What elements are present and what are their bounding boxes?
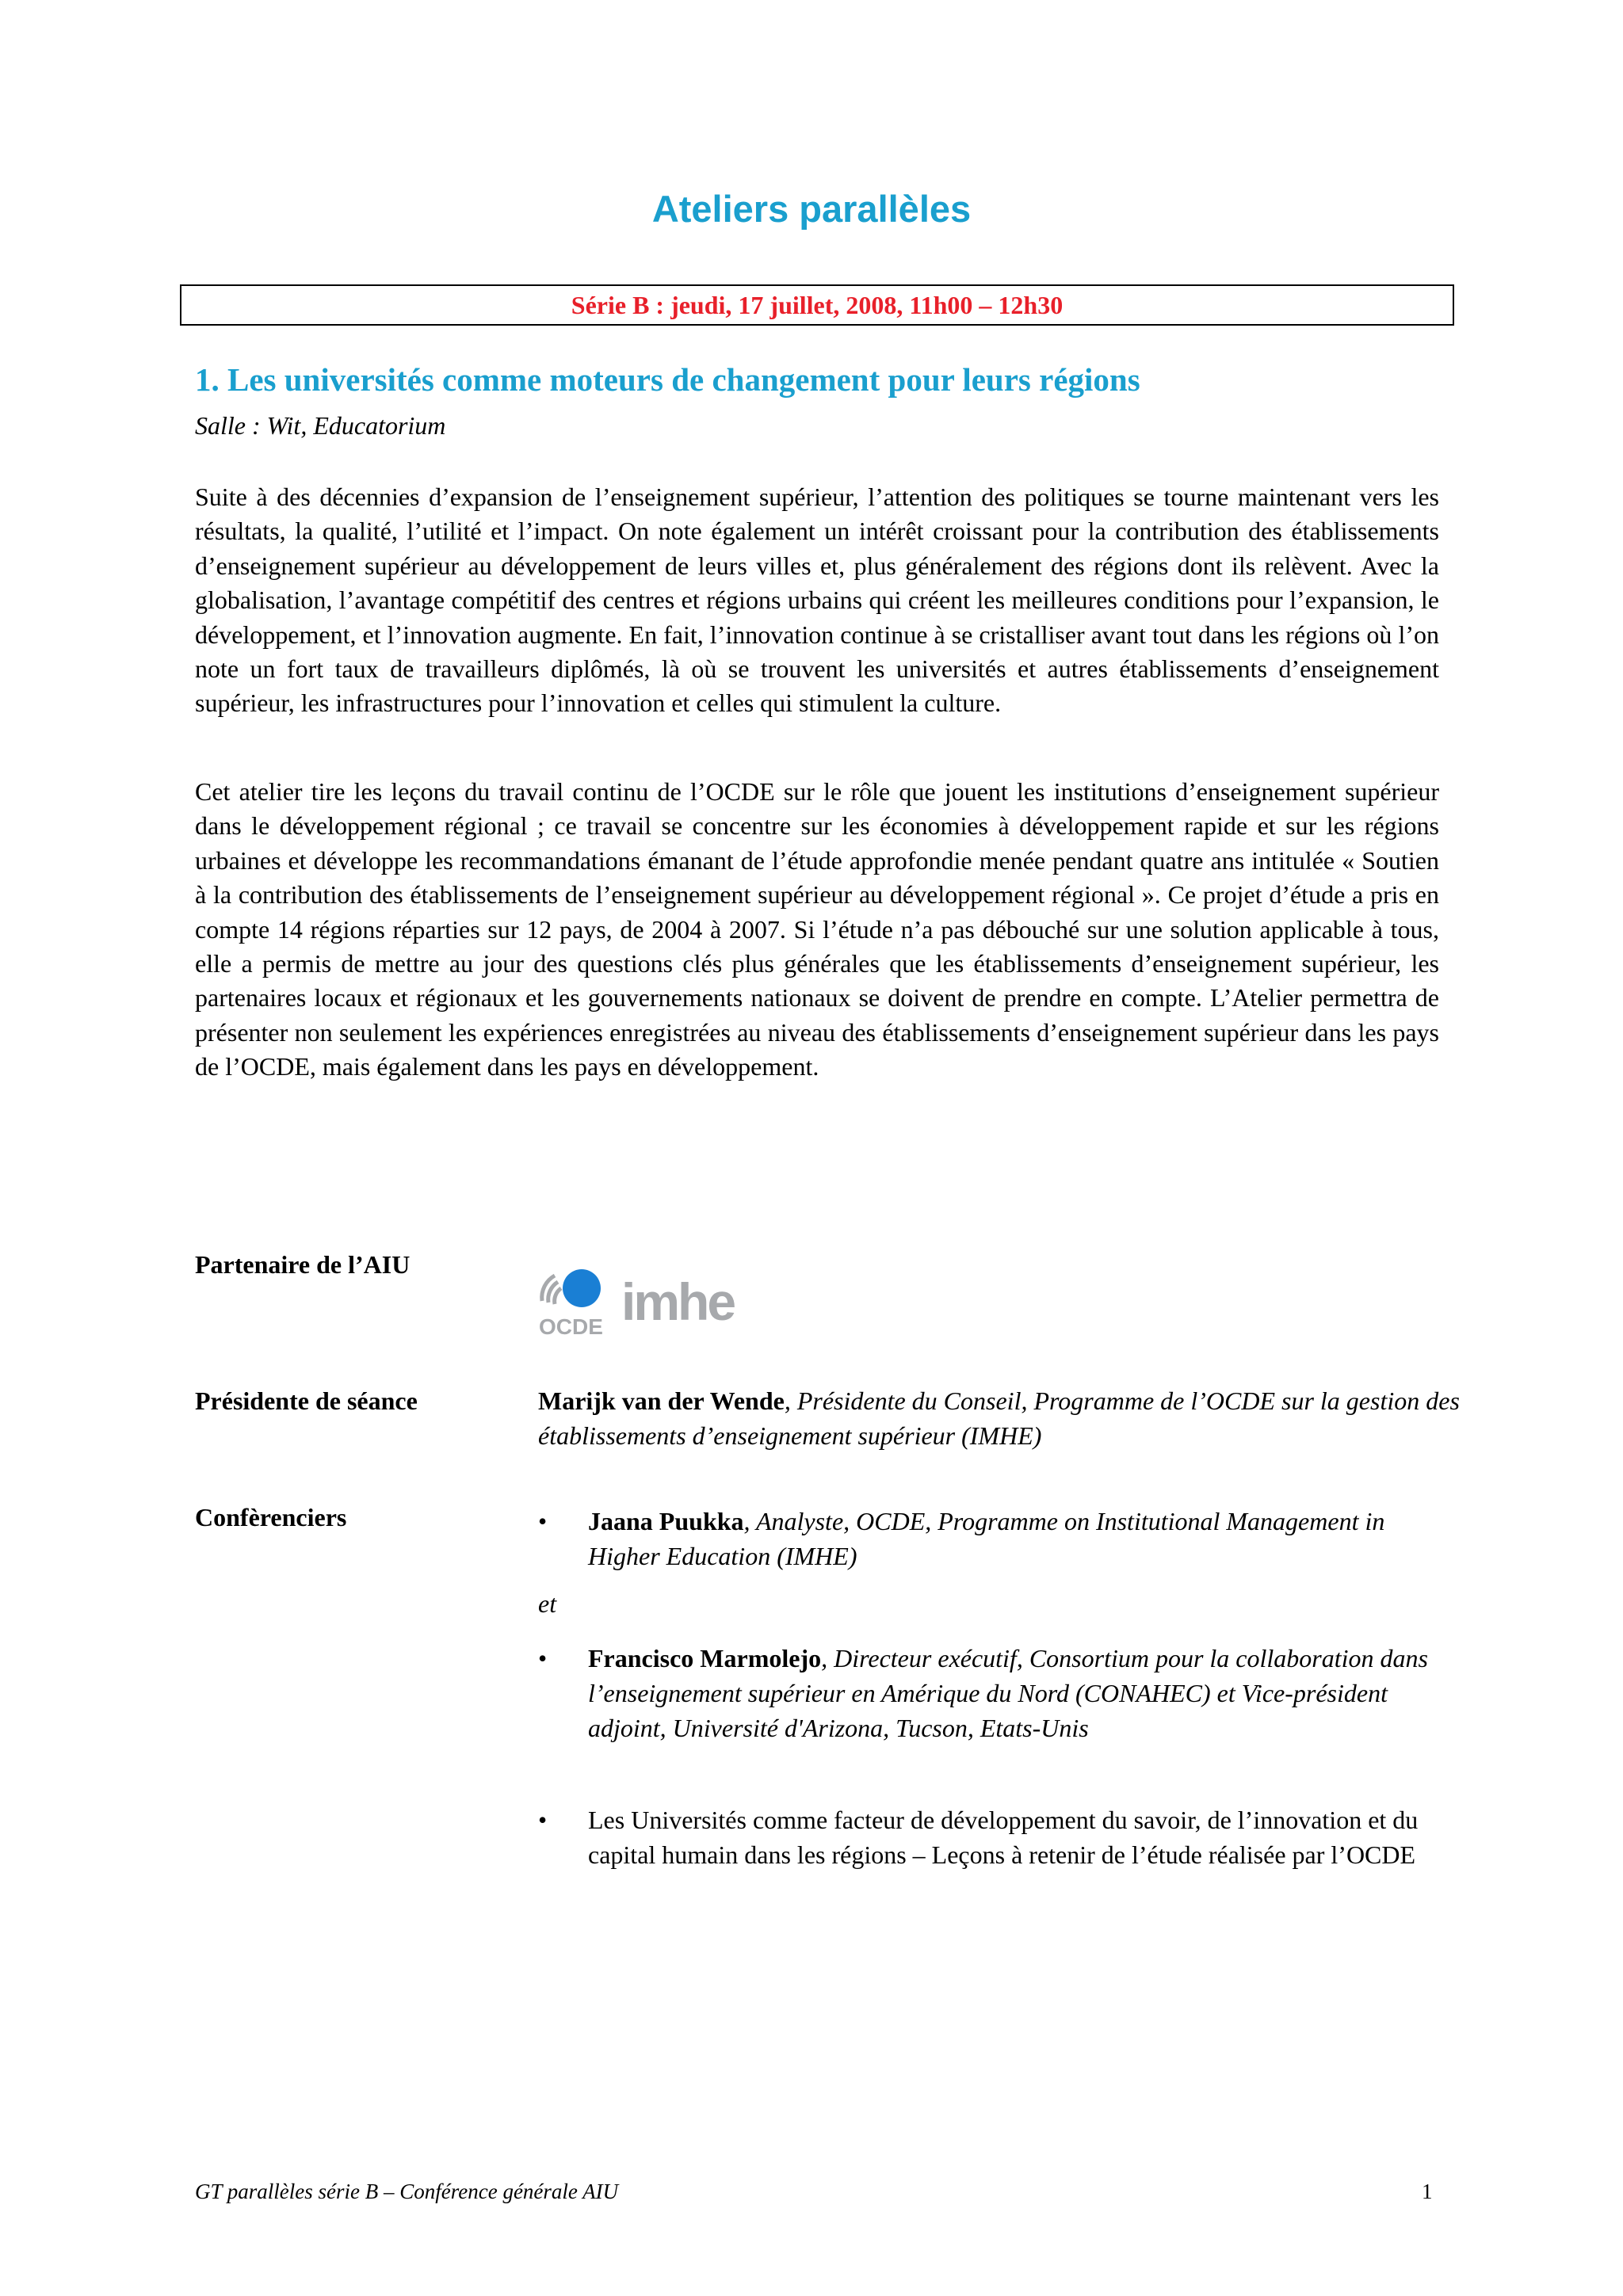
partner-label: Partenaire de l’AIU bbox=[195, 1250, 411, 1279]
workshop-title: 1. Les universités comme moteurs de changement pour leurs régions bbox=[195, 361, 1140, 398]
bullet-icon: • bbox=[538, 1507, 548, 1535]
page-number: 1 bbox=[1422, 2180, 1433, 2203]
paragraph-atelier: Cet atelier tire les leçons du travail continu de l’OCDE sur le rôle que jouent les institutions d’enseignement supérieur dans le développement régional ; ce travail se concentre sur les économies à développement rapide et sur les régions urbaines et développe les recommandations émanant de l’étude approfondie menée pendant quatre ans intitulée « Soutien à la contribution des établissements de l’enseignement supérieur au développement régional ». Ce projet d’étude a pris en compte 14 régions réparties sur 12 pays, de 2004 à 2007. Si l’étude n’a pas débouché sur une solution applicable à tous, elle a permis de mettre au jour des questions clés plus générales que les établissements d’enseignement supérieur, les partenaires locaux et régionaux et les gouvernements nationaux se doivent de prendre en compte. L’Atelier permettra de présenter non seulement les expériences enregistrées au niveau des établissements d’enseignement supérieur dans les pays de l’OCDE, mais également dans les pays en développement. bbox=[195, 777, 1439, 1081]
speakers-label: Confèrenciers bbox=[195, 1503, 347, 1531]
bullet-icon: • bbox=[538, 1644, 548, 1672]
bullet-icon: • bbox=[538, 1806, 548, 1834]
imhe-logo-text: imhe bbox=[621, 1272, 735, 1331]
chair-label: Présidente de séance bbox=[195, 1386, 418, 1415]
chair-name: Marijk van der Wende bbox=[538, 1386, 785, 1415]
page-title: Ateliers parallèles bbox=[651, 188, 972, 230]
speaker-name: Jaana Puukka bbox=[588, 1507, 744, 1535]
speaker-role: , Analyste, OCDE, Programme on Institutional Management in Higher Education (IMHE) bbox=[588, 1507, 1385, 1570]
speaker-role: , Directeur exécutif, Consortium pour la collaboration dans l’enseignement supérieur en Amérique du Nord (CONAHEC) et Vice-président adjoint, Université d'Arizona, Tucson, Etats-Unis bbox=[588, 1644, 1428, 1742]
ocde-arcs-icon bbox=[542, 1276, 561, 1304]
speaker-text bbox=[588, 1504, 1460, 1573]
chair-info bbox=[538, 1383, 1489, 1453]
footer-text: GT parallèles série B – Conférence générale AIU bbox=[195, 2180, 619, 2203]
session-box: Série B : jeudi, 17 juillet, 2008, 11h00 – 12h30 bbox=[180, 284, 1454, 326]
speaker-text bbox=[588, 1641, 1460, 1745]
speaker-name: Francisco Marmolejo bbox=[588, 1644, 822, 1672]
speakers-connector: et bbox=[538, 1589, 557, 1618]
ocde-logo-text: OCDE bbox=[539, 1314, 603, 1339]
ocde-imhe-logo bbox=[534, 1261, 756, 1341]
room-info: Salle : Wit, Educatorium bbox=[195, 411, 446, 440]
chair-role: , Présidente du Conseil, Programme de l’OCDE sur la gestion des établissements d’enseignement supérieur (IMHE) bbox=[538, 1386, 1460, 1450]
ocde-circle-icon bbox=[563, 1269, 601, 1307]
paragraph-intro: Suite à des décennies d’expansion de l’enseignement supérieur, l’attention des politiques se tourne maintenant vers les résultats, la qualité, l’utilité et l’impact. On note également un intérêt croissant pour la contribution des établissements d’enseignement supérieur au développement de leurs villes et, plus généralement des régions dont ils relèvent. Avec la globalisation, l’avantage compétitif des centres et régions urbains qui créent les meilleures conditions pour l’expansion, le développement, et l’innovation augmente. En fait, l’innovation continue à se cristalliser avant tout dans les régions où l’on note un fort taux de travailleurs diplômés, là où se trouvent les universités et autres établissements d’enseignement supérieur, les infrastructures pour l’innovation et celles qui stimulent la culture. bbox=[195, 482, 1439, 718]
topic-text: Les Universités comme facteur de développement du savoir, de l’innovation et du capital humain dans les régions – Leçons à retenir de l’étude réalisée par l’OCDE bbox=[588, 1806, 1419, 1869]
